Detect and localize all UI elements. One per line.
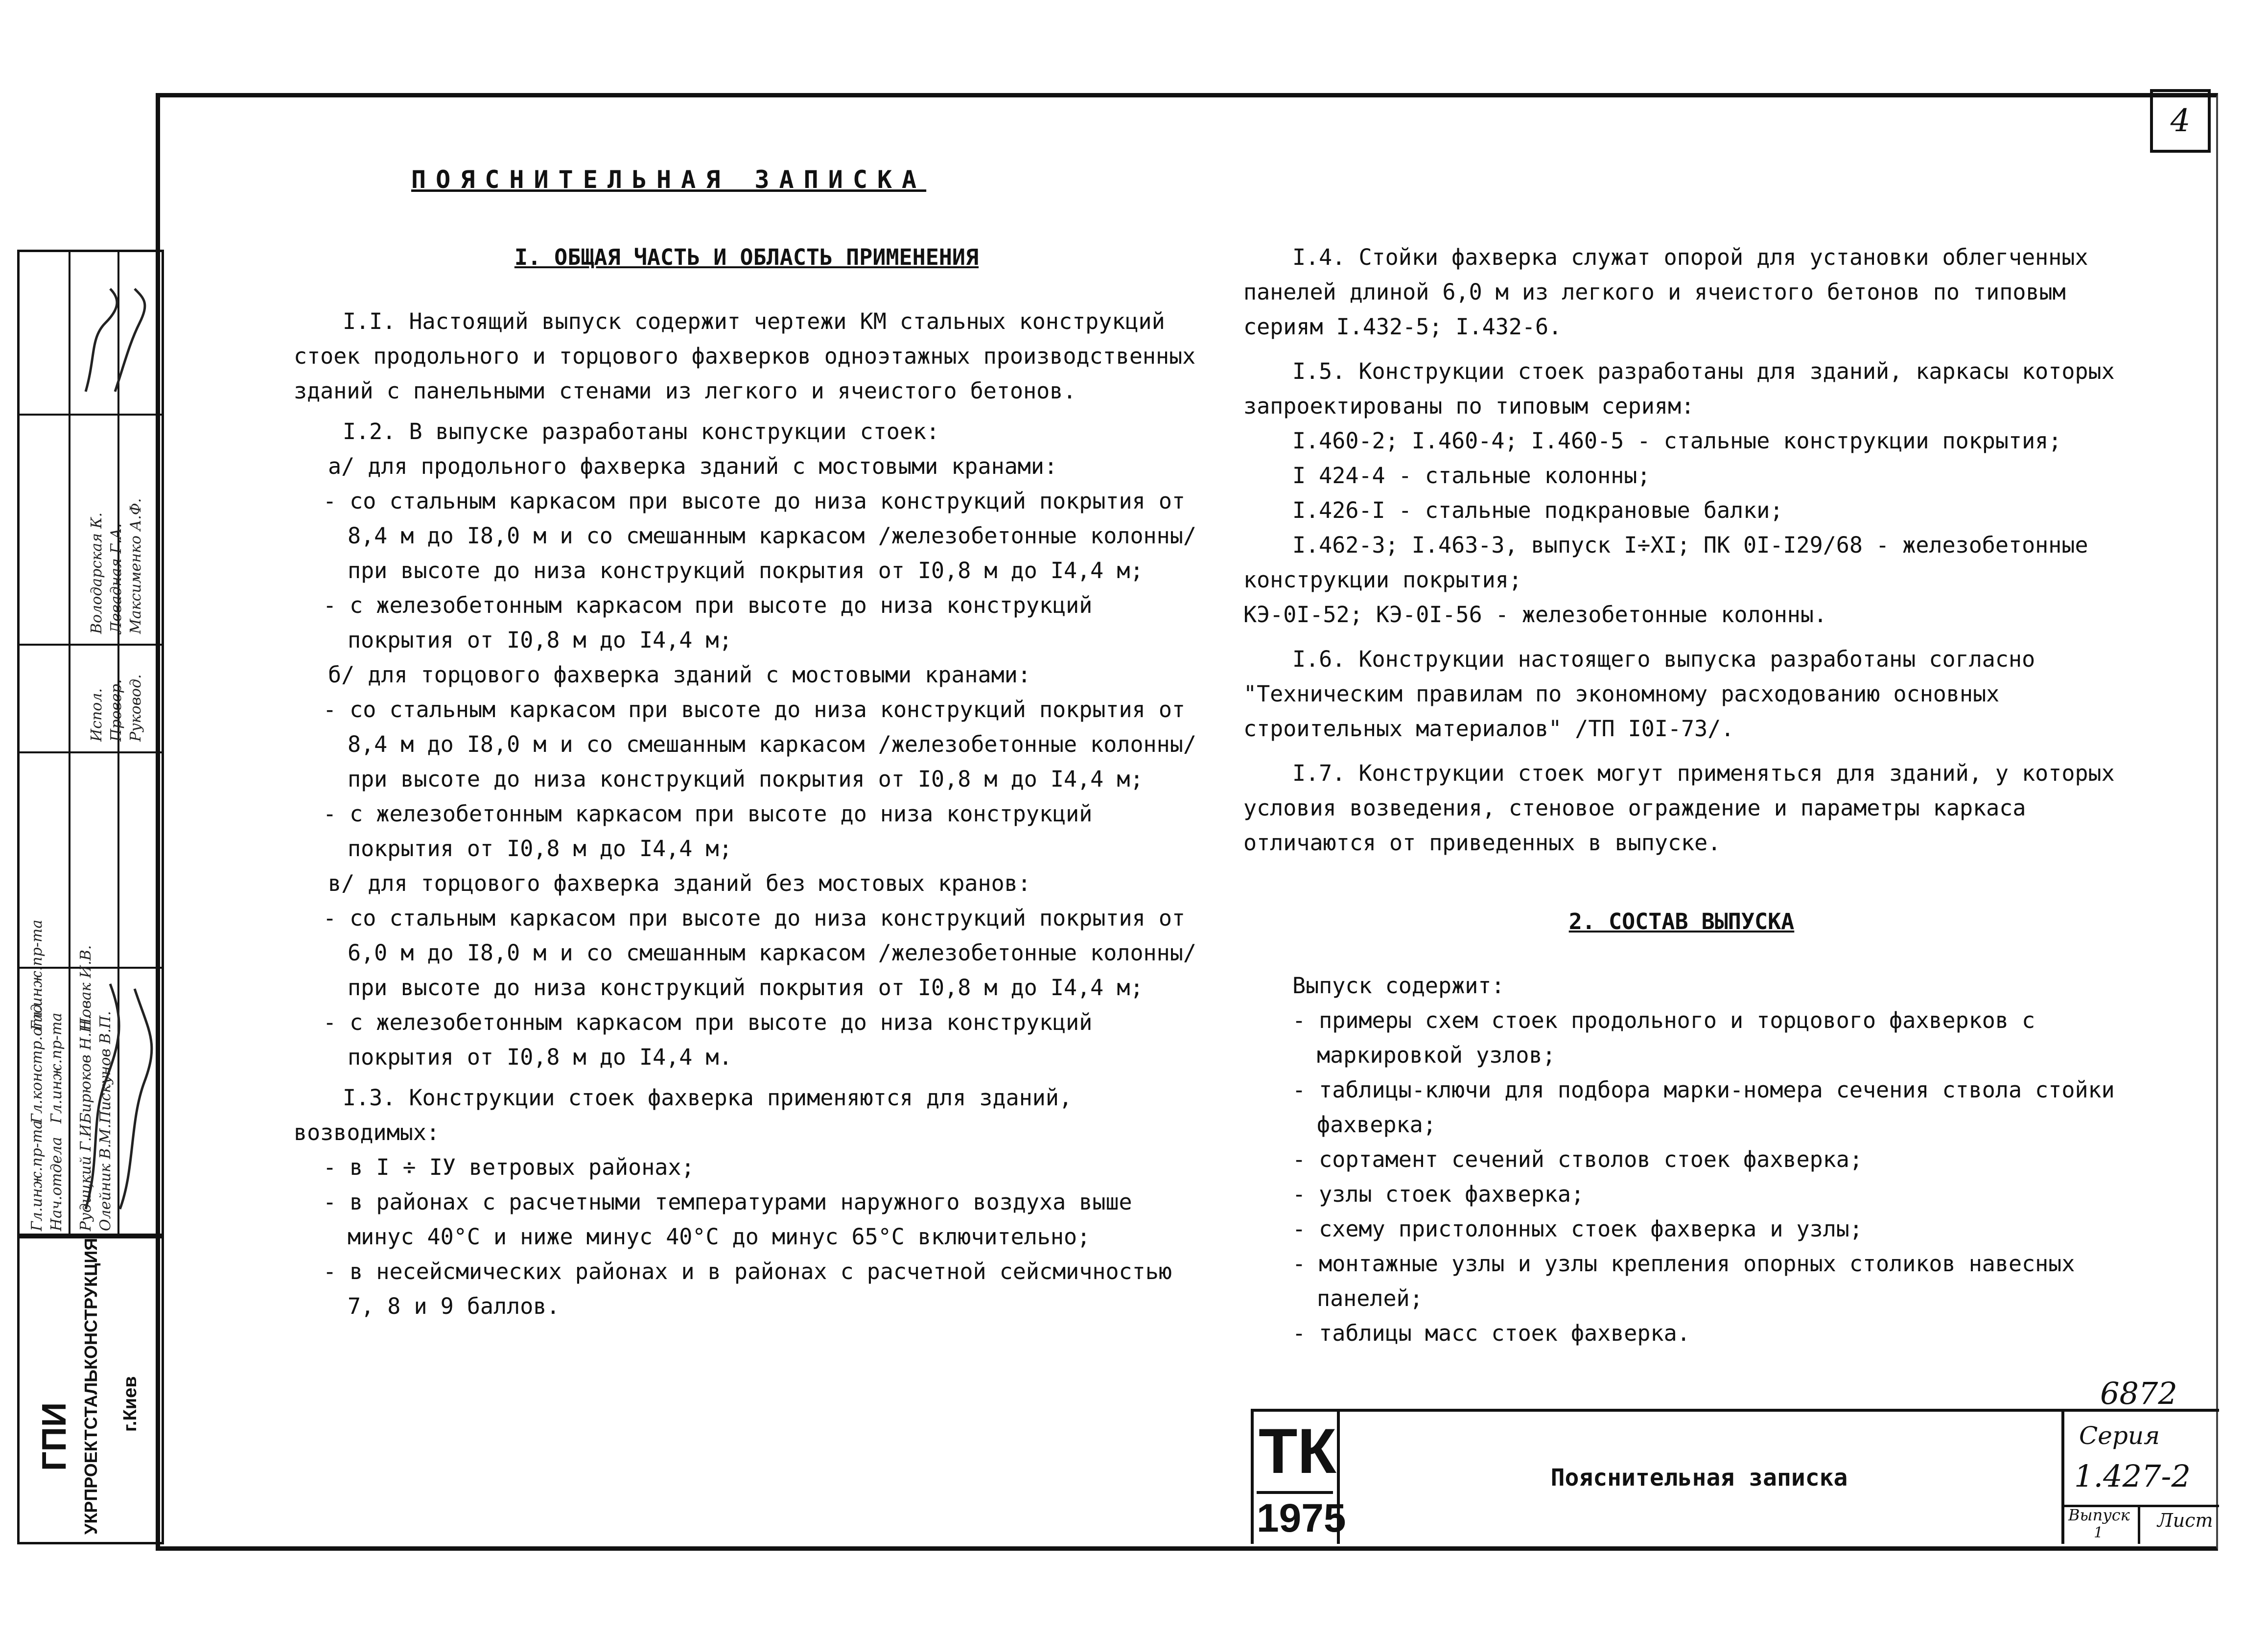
paragraph: I.7. Конструкции стоек могут применяться для зданий, у которых условия возведения, стеновое ограждение и параметры каркаса отличаются от приведенных в выпуске. xyxy=(1243,760,2115,856)
list-item: - монтажные узлы и узлы крепления опорных столиков навесных панелей; xyxy=(1292,1251,2075,1311)
group-label: Руковод. xyxy=(127,674,144,742)
list-heading: а/ для продольного фахверка зданий с мостовыми кранами: xyxy=(328,453,1058,479)
org-city: г.Киев xyxy=(120,1376,140,1432)
organization-block xyxy=(17,1234,164,1544)
section-heading: I. ОБЩАЯ ЧАСТЬ И ОБЛАСТЬ ПРИМЕНЕНИЯ xyxy=(514,244,979,270)
grid-line xyxy=(69,252,70,1236)
tk-box xyxy=(1254,1412,1346,1544)
role-label: Гл.инж.пр-та xyxy=(28,919,46,1030)
grid-line xyxy=(20,751,162,753)
list-item: - со стальным каркасом при высоте до низа конструкций покрытия от 6,0 м до I8,0 м и со смешанным каркасом /железобетонные колонны/ при высоте до низа конструкций покрытия от I0,8 м до I4,4 м; xyxy=(323,905,1196,1001)
series-label: Серия xyxy=(2079,1422,2160,1450)
role-label: Гл.инж.пр-та xyxy=(48,1012,65,1123)
paragraph: I.5. Конструкции стоек разработаны для зданий, каркасы которых запроектированы по типовым сериям: xyxy=(1243,358,2115,419)
list-item: - в районах с расчетными температурами наружного воздуха выше минус 40°С и ниже минус 40°С до минус 65°С включительно; xyxy=(323,1189,1132,1250)
series-item: I 424-4 - стальные колонны; xyxy=(1292,463,1651,489)
list-item: - с железобетонным каркасом при высоте до низа конструкций покрытия от I0,8 м до I4,4 м; xyxy=(323,592,1093,653)
paragraph: I.I. Настоящий выпуск содержит чертежи КМ стальных конструкций стоек продольного и торцового фахверков одноэтажных производственных зданий с панельными стенами из легкого и ячеистого бетонов. xyxy=(294,308,1196,404)
list-item: - схему пристолонных стоек фахверка и узлы; xyxy=(1292,1216,1863,1242)
role-label: Гл.констр.отд xyxy=(28,1004,46,1123)
list-item: - таблицы-ключи для подбора марки-номера сечения ствола стойки фахверка; xyxy=(1292,1077,2115,1138)
list-item: - узлы стоек фахверка; xyxy=(1292,1181,1585,1207)
role-label: Нач.отдела xyxy=(48,1137,65,1231)
list-item: - со стальным каркасом при высоте до низа конструкций покрытия от 8,4 м до I8,0 м и со смешанным каркасом /железобетонные колонны/ при высоте до низа конструкций покрытия от I0,8 м до I4,4 м; xyxy=(323,488,1196,583)
list-heading: в/ для торцового фахверка зданий без мостовых кранов: xyxy=(328,870,1031,896)
series-item: КЭ-0I-52; КЭ-0I-56 - железобетонные колонны. xyxy=(1243,602,1827,628)
signature-mark xyxy=(76,279,154,401)
signer-name: Рудицкий Г.И. xyxy=(77,1119,94,1231)
list-item: - сортамент сечений стволов стоек фахверка; xyxy=(1292,1146,1863,1172)
vypusk-label: Выпуск xyxy=(2068,1506,2130,1524)
section-heading: 2. СОСТАВ ВЫПУСКА xyxy=(1568,909,1795,934)
paragraph: I.6. Конструкции настоящего выпуска разработаны согласно "Техническим правилам по экономному расходованию основных строительных материалов" /ТП I0I-73/. xyxy=(1243,646,2035,742)
page-title: ПОЯСНИТЕЛЬНАЯ ЗАПИСКА xyxy=(411,165,927,194)
signer-name: Бирюков Н.Н. xyxy=(77,1015,94,1123)
grid-line xyxy=(20,414,162,416)
list-item: - в несейсмических районах и в районах с расчетной сейсмичностью 7, 8 и 9 баллов. xyxy=(323,1259,1172,1319)
tk-year: 1975 xyxy=(1257,1491,1333,1543)
paragraph: I.4. Стойки фахверка служат опорой для установки облегченных панелей длиной 6,0 м из легкого и ячеистого бетонов по типовым сериям I.432-5; I.432-6. xyxy=(1243,244,2088,340)
divider xyxy=(2138,1505,2140,1544)
document-number: 6872 xyxy=(2100,1376,2177,1411)
group-label: Испол. xyxy=(88,688,105,742)
series-box xyxy=(2064,1412,2219,1544)
list-item: - примеры схем стоек продольного и торцового фахверков с маркировкой узлов; xyxy=(1292,1007,2035,1068)
list-item: - с железобетонным каркасом при высоте до низа конструкций покрытия от I0,8 м до I4,4 м; xyxy=(323,801,1093,862)
list-heading: б/ для торцового фахверка зданий с мостовыми кранами: xyxy=(328,662,1031,688)
title-block xyxy=(1251,1409,2219,1544)
series-item: I.460-2; I.460-4; I.460-5 - стальные конструкции покрытия; xyxy=(1292,428,2062,454)
stamp-title: Пояснительная записка xyxy=(1337,1412,2064,1544)
paragraph: I.2. В выпуске разработаны конструкции стоек: xyxy=(343,419,940,444)
right-column xyxy=(1243,240,2120,1351)
group-label: Провер. xyxy=(108,679,125,742)
signer-name: Пискунов В.П. xyxy=(97,1011,114,1123)
role-label: Гл.инж.пр-та xyxy=(28,1120,46,1231)
signer-name: Новак И.В. xyxy=(77,945,94,1030)
page-number: 4 xyxy=(2150,89,2211,153)
series-item: I.426-I - стальные подкрановые балки; xyxy=(1292,497,1783,523)
series-value: 1.427-2 xyxy=(2074,1458,2191,1494)
group-name: Левадная Г.А. xyxy=(108,523,125,634)
signature-mark xyxy=(76,974,154,1219)
paragraph: Выпуск содержит: xyxy=(1292,973,1505,999)
group-name: Володарская К. xyxy=(88,512,105,634)
group-name: Максименко А.Ф. xyxy=(127,498,144,634)
list-item: - с железобетонным каркасом при высоте до низа конструкций покрытия от I0,8 м до I4,4 м. xyxy=(323,1009,1093,1070)
list-item: - в I ÷ IУ ветровых районах; xyxy=(323,1154,695,1180)
list-item: - со стальным каркасом при высоте до низа конструкций покрытия от 8,4 м до I8,0 м и со смешанным каркасом /железобетонные колонны/ при высоте до низа конструкций покрытия от I0,8 м до I4,4 м; xyxy=(323,697,1196,792)
grid-line xyxy=(20,644,162,646)
series-item: I.462-3; I.463-3, выпуск I÷XI; ПК 0I-I29/68 - железобетонные конструкции покрытия; xyxy=(1243,532,2088,593)
list-label: Лист xyxy=(2157,1510,2213,1531)
list-item: - таблицы масс стоек фахверка. xyxy=(1292,1320,1690,1346)
org-short: ГПИ xyxy=(35,1402,73,1471)
signer-name: Олейник В.М. xyxy=(97,1123,114,1231)
tk-label: ТК xyxy=(1259,1415,1336,1487)
vypusk-value: 1 xyxy=(2094,1524,2104,1541)
org-full: УКРПРОЕКТСТАЛЬКОНСТРУКЦИЯ xyxy=(81,1237,101,1535)
paragraph: I.3. Конструкции стоек фахверка применяются для зданий, возводимых: xyxy=(294,1085,1073,1145)
left-column xyxy=(294,240,1199,1324)
